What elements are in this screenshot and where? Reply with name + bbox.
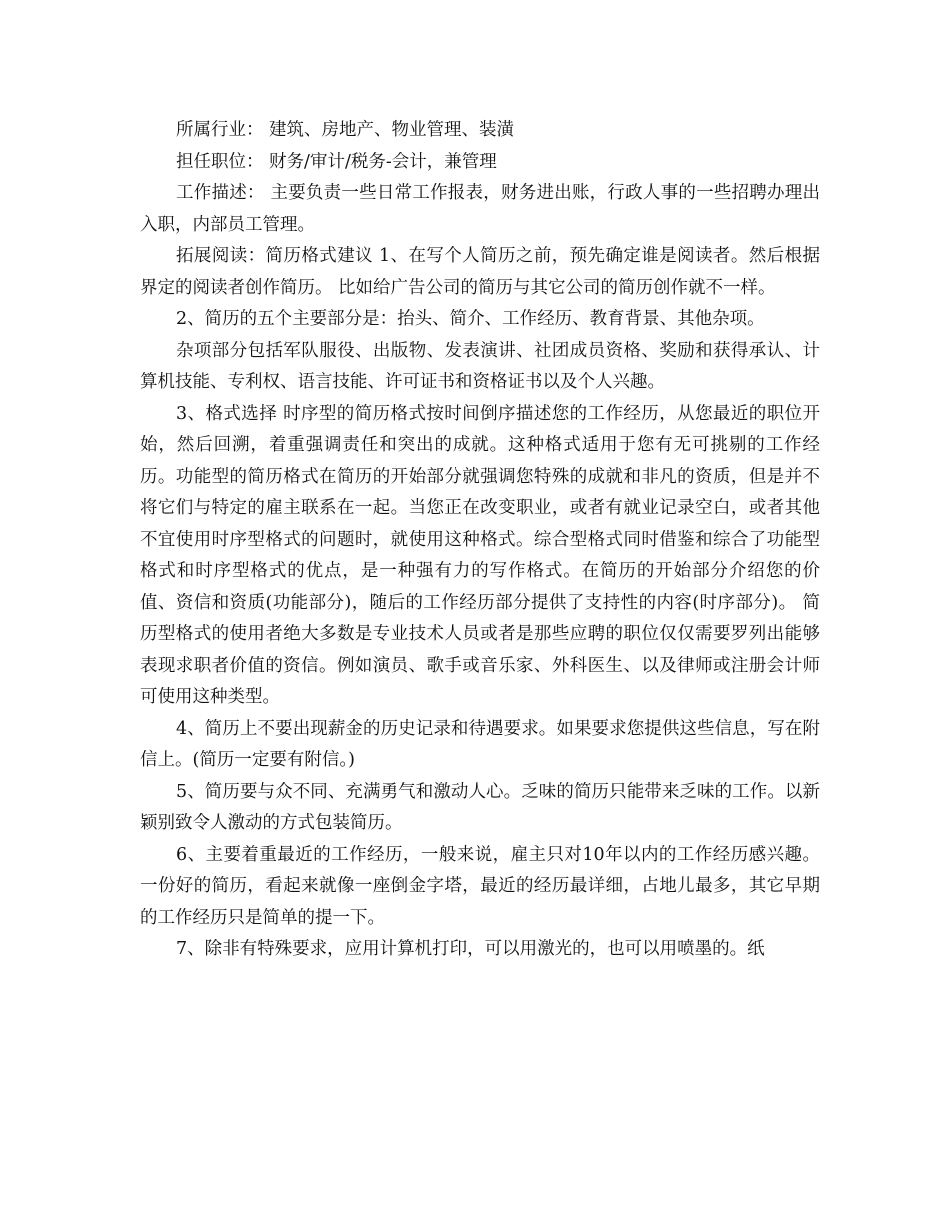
paragraph-job-description: 工作描述： 主要负责一些日常工作报表，财务进出账，行政人事的一些招聘办理出入职，内部员工管理。 bbox=[140, 183, 820, 235]
paragraph-tip-3: 3、格式选择 时序型的简历格式按时间倒序描述您的工作经历，从您最近的职位开始，然后回溯，着重强调责任和突出的成就。这种格式适用于您有无可挑剔的工作经历。功能型的简历格式在简历的开始部分就强调您特殊的成就和非凡的资质，但是并不将它们与特定的雇主联系在一起。当您正在改变职业，或者有就业记录空白，或者其他不宜使用时序型格式的问题时，就使用这种格式。综合型格式同时借鉴和综合了功能型格式和时序型格式的优点，是一种强有力的写作格式。在简历的开始部分介绍您的价值、资信和资质(功能部分)，随后的工作经历部分提供了支持性的内容(时序部分)。 简历型格式的使用者绝大多数是专业技术人员或者是那些应聘的职位仅仅需要罗列出能够表现求职者价值的资信。例如演员、歌手或音乐家、外科医生、以及律师或注册会计师可使用这种类型。 bbox=[140, 403, 820, 707]
paragraph-tip-7: 7、除非有特殊要求，应用计算机打印，可以用激光的，也可以用喷墨的。纸 bbox=[176, 939, 765, 959]
paragraph-industry: 所属行业： 建筑、房地产、物业管理、装潢 bbox=[176, 120, 515, 140]
paragraph-tip-5: 5、简历要与众不同、充满勇气和激动人心。乏味的简历只能带来乏味的工作。以新颖别致令人激动的方式包装简历。 bbox=[140, 781, 820, 833]
paragraph-tip-4: 4、简历上不要出现薪金的历史记录和待遇要求。如果要求您提供这些信息，写在附信上。(简历一定要有附信。) bbox=[140, 718, 820, 770]
paragraph-misc-items: 杂项部分包括军队服役、出版物、发表演讲、社团成员资格、奖励和获得承认、计算机技能、专利权、语言技能、许可证书和资格证书以及个人兴趣。 bbox=[140, 340, 820, 392]
document-body bbox=[140, 115, 820, 966]
paragraph-tip-2: 2、简历的五个主要部分是：抬头、简介、工作经历、教育背景、其他杂项。 bbox=[176, 309, 765, 329]
paragraph-tip-6: 6、主要着重最近的工作经历，一般来说，雇主只对10年以内的工作经历感兴趣。一份好的简历，看起来就像一座倒金字塔，最近的经历最详细，占地儿最多，其它早期的工作经历只是简单的提一下。 bbox=[140, 844, 820, 928]
paragraph-extended-reading: 拓展阅读：简历格式建议 1、在写个人简历之前，预先确定谁是阅读者。然后根据界定的阅读者创作简历。 比如给广告公司的简历与其它公司的简历创作就不一样。 bbox=[140, 246, 820, 298]
paragraph-position: 担任职位： 财务/审计/税务-会计，兼管理 bbox=[176, 151, 497, 172]
